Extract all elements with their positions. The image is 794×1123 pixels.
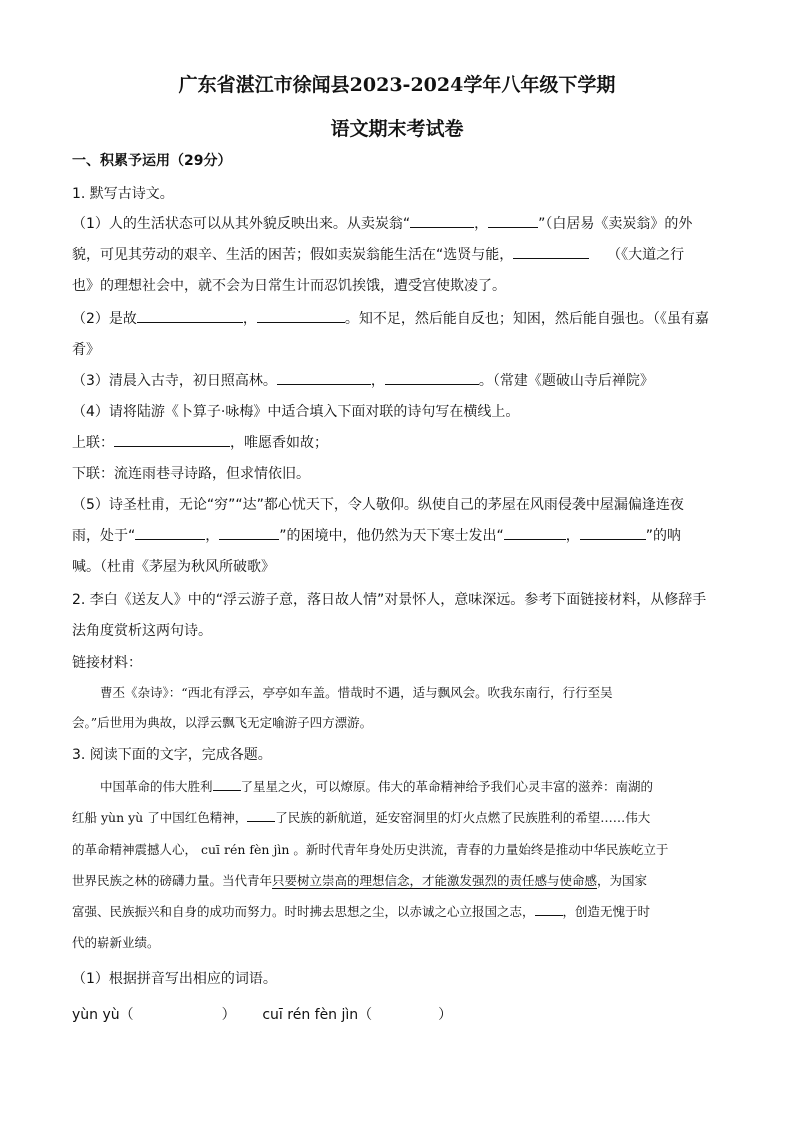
answer-blank[interactable]: [247, 808, 275, 822]
q1-part1-line2: [72, 244, 722, 264]
text: ，: [370, 373, 385, 389]
q2-link-label: 链接材料：: [72, 655, 142, 671]
q1-part1-line1: [72, 213, 722, 233]
answer-blank[interactable]: [114, 433, 230, 447]
text: 上联：: [72, 435, 114, 451]
answer-blank[interactable]: [513, 245, 589, 259]
text: ，: [474, 216, 489, 232]
text: 世界民族之林的磅礴力量。当代青年: [72, 873, 273, 888]
text: （2）是故: [72, 311, 137, 327]
answer-blank[interactable]: [135, 526, 205, 540]
text: ，: [565, 528, 580, 544]
q1-part5-line1: （5）诗圣杜甫，无论“穷”“达”都心忧天下，令人敬仰。纵使自己的茅屋在风雨侵袭中屋漏偏逢连夜: [72, 497, 684, 513]
q3-passage-line4: [72, 871, 722, 889]
answer-blank[interactable]: [277, 371, 371, 385]
text: 了星星之火，可以燎原。伟大的革命精神给予我们心灵丰富的滋养：南湖的: [240, 779, 654, 794]
page-title: 广东省湛江市徐闻县2023-2024学年八年级下学期: [178, 74, 616, 96]
q2-link-text-1: 曹丕《杂诗》：“西北有浮云，亭亭如车盖。惜哉时不遇，适与飘风会。吹我东南行，行行至吴: [100, 685, 613, 700]
text: 红船 yùn yù 了中国红色精神，: [72, 810, 248, 825]
text: ”的困境中，他仍然为天下寒士发出“: [279, 528, 504, 544]
q2-link-text-2: 会。”后世用为典故，以浮云飘飞无定喻游子四方漂游。: [72, 715, 373, 730]
text: cuī rén fèn jìn（: [262, 1007, 373, 1023]
text: ”的呐: [645, 528, 682, 544]
text: ）: [221, 1007, 236, 1023]
q1-part2-line2: 肴》: [72, 342, 100, 358]
q1-part3: [72, 370, 722, 390]
text: ，: [205, 528, 220, 544]
underlined-sentence: 只要树立崇高的理想信念，才能激发强烈的责任感与使命感: [272, 873, 598, 888]
section-heading: 一、积累予运用（29分）: [72, 153, 232, 169]
q1-couplet-upper: [72, 432, 722, 452]
q1-part5-line2: [72, 525, 722, 545]
answer-blank[interactable]: [410, 214, 474, 228]
answer-blank[interactable]: [213, 777, 241, 791]
q1-part5-line3: 喊。（杜甫《茅屋为秋风所破歌》: [72, 559, 275, 575]
answer-blank[interactable]: [219, 526, 279, 540]
q3-passage-line1: [100, 777, 750, 795]
text: ，: [242, 311, 257, 327]
q3-passage-line3: 的革命精神震撼人心， cuī rén fèn jìn 。新时代青年身处历史洪流，青春的力量始终是推动中华民族屹立于: [72, 842, 669, 857]
q1-couplet-lower: 下联：流连雨巷寻诗路，但求情依旧。: [72, 466, 310, 482]
text: ）: [438, 1007, 453, 1023]
q1-part2-line1: [72, 308, 722, 328]
text: yùn yù（: [72, 1007, 134, 1023]
text: 富强、民族振兴和自身的成功而努力。时时拂去思想之尘，以赤诚之心立报国之志，: [72, 904, 535, 919]
text: 貌，可见其劳动的艰辛、生活的困苦；假如卖炭翁能生活在“选贤与能，: [72, 247, 514, 263]
answer-blank[interactable]: [137, 309, 243, 323]
q1-part1-line3: 也》的理想社会中，就不会为日常生计而忍饥挨饿，遭受宫使欺凌了。: [72, 278, 506, 294]
text: 。知不足，然后能自反也；知困，然后能自强也。（《虽有嘉: [344, 311, 709, 327]
text: （《大道之行: [607, 247, 685, 263]
answer-blank[interactable]: [504, 526, 566, 540]
q3-passage-line5: [72, 902, 722, 920]
text: 了民族的新航道，延安窑洞里的灯火点燃了民族胜利的希望……伟大: [275, 810, 651, 825]
text: ，创造无愧于时: [562, 904, 651, 919]
text: ，唯愿香如故；: [230, 435, 328, 451]
text: 中国革命的伟大胜利: [100, 779, 213, 794]
q3-passage-line2: [72, 808, 722, 826]
answer-blank[interactable]: [385, 371, 479, 385]
text: （1）人的生活状态可以从其外貌反映出来。从卖炭翁“: [72, 216, 411, 232]
q2-line1: 2. 李白《送友人》中的“浮云游子意，落日故人情”对景怀人，意味深远。参考下面链接材料，从修辞手: [72, 592, 707, 608]
page-subtitle: 语文期末考试卷: [330, 118, 464, 140]
text: （3）清晨入古寺，初日照高林。: [72, 373, 277, 389]
text: 。（常建《题破山寺后禅院》: [478, 373, 654, 389]
q1-part4: （4）请将陆游《卜算子·咏梅》中适合填入下面对联的诗句写在横线上。: [72, 404, 520, 420]
answer-blank[interactable]: [580, 526, 646, 540]
q3-pinyin-line: [72, 1004, 722, 1024]
q3-passage-line6: 代的崭新业绩。: [72, 935, 160, 950]
text: ”（白居易《卖炭翁》的外: [538, 216, 693, 232]
q3-stem: 3. 阅读下面的文字，完成各题。: [72, 747, 272, 763]
q3-sub1: （1）根据拼音写出相应的词语。: [72, 971, 277, 987]
text: ，为国家: [597, 873, 648, 888]
answer-blank[interactable]: [488, 214, 538, 228]
q2-line2: 法角度赏析这两句诗。: [72, 623, 212, 639]
answer-blank[interactable]: [535, 902, 563, 916]
answer-blank[interactable]: [257, 309, 345, 323]
text: 雨，处于“: [72, 528, 136, 544]
q1-stem: 1. 默写古诗文。: [72, 186, 174, 202]
